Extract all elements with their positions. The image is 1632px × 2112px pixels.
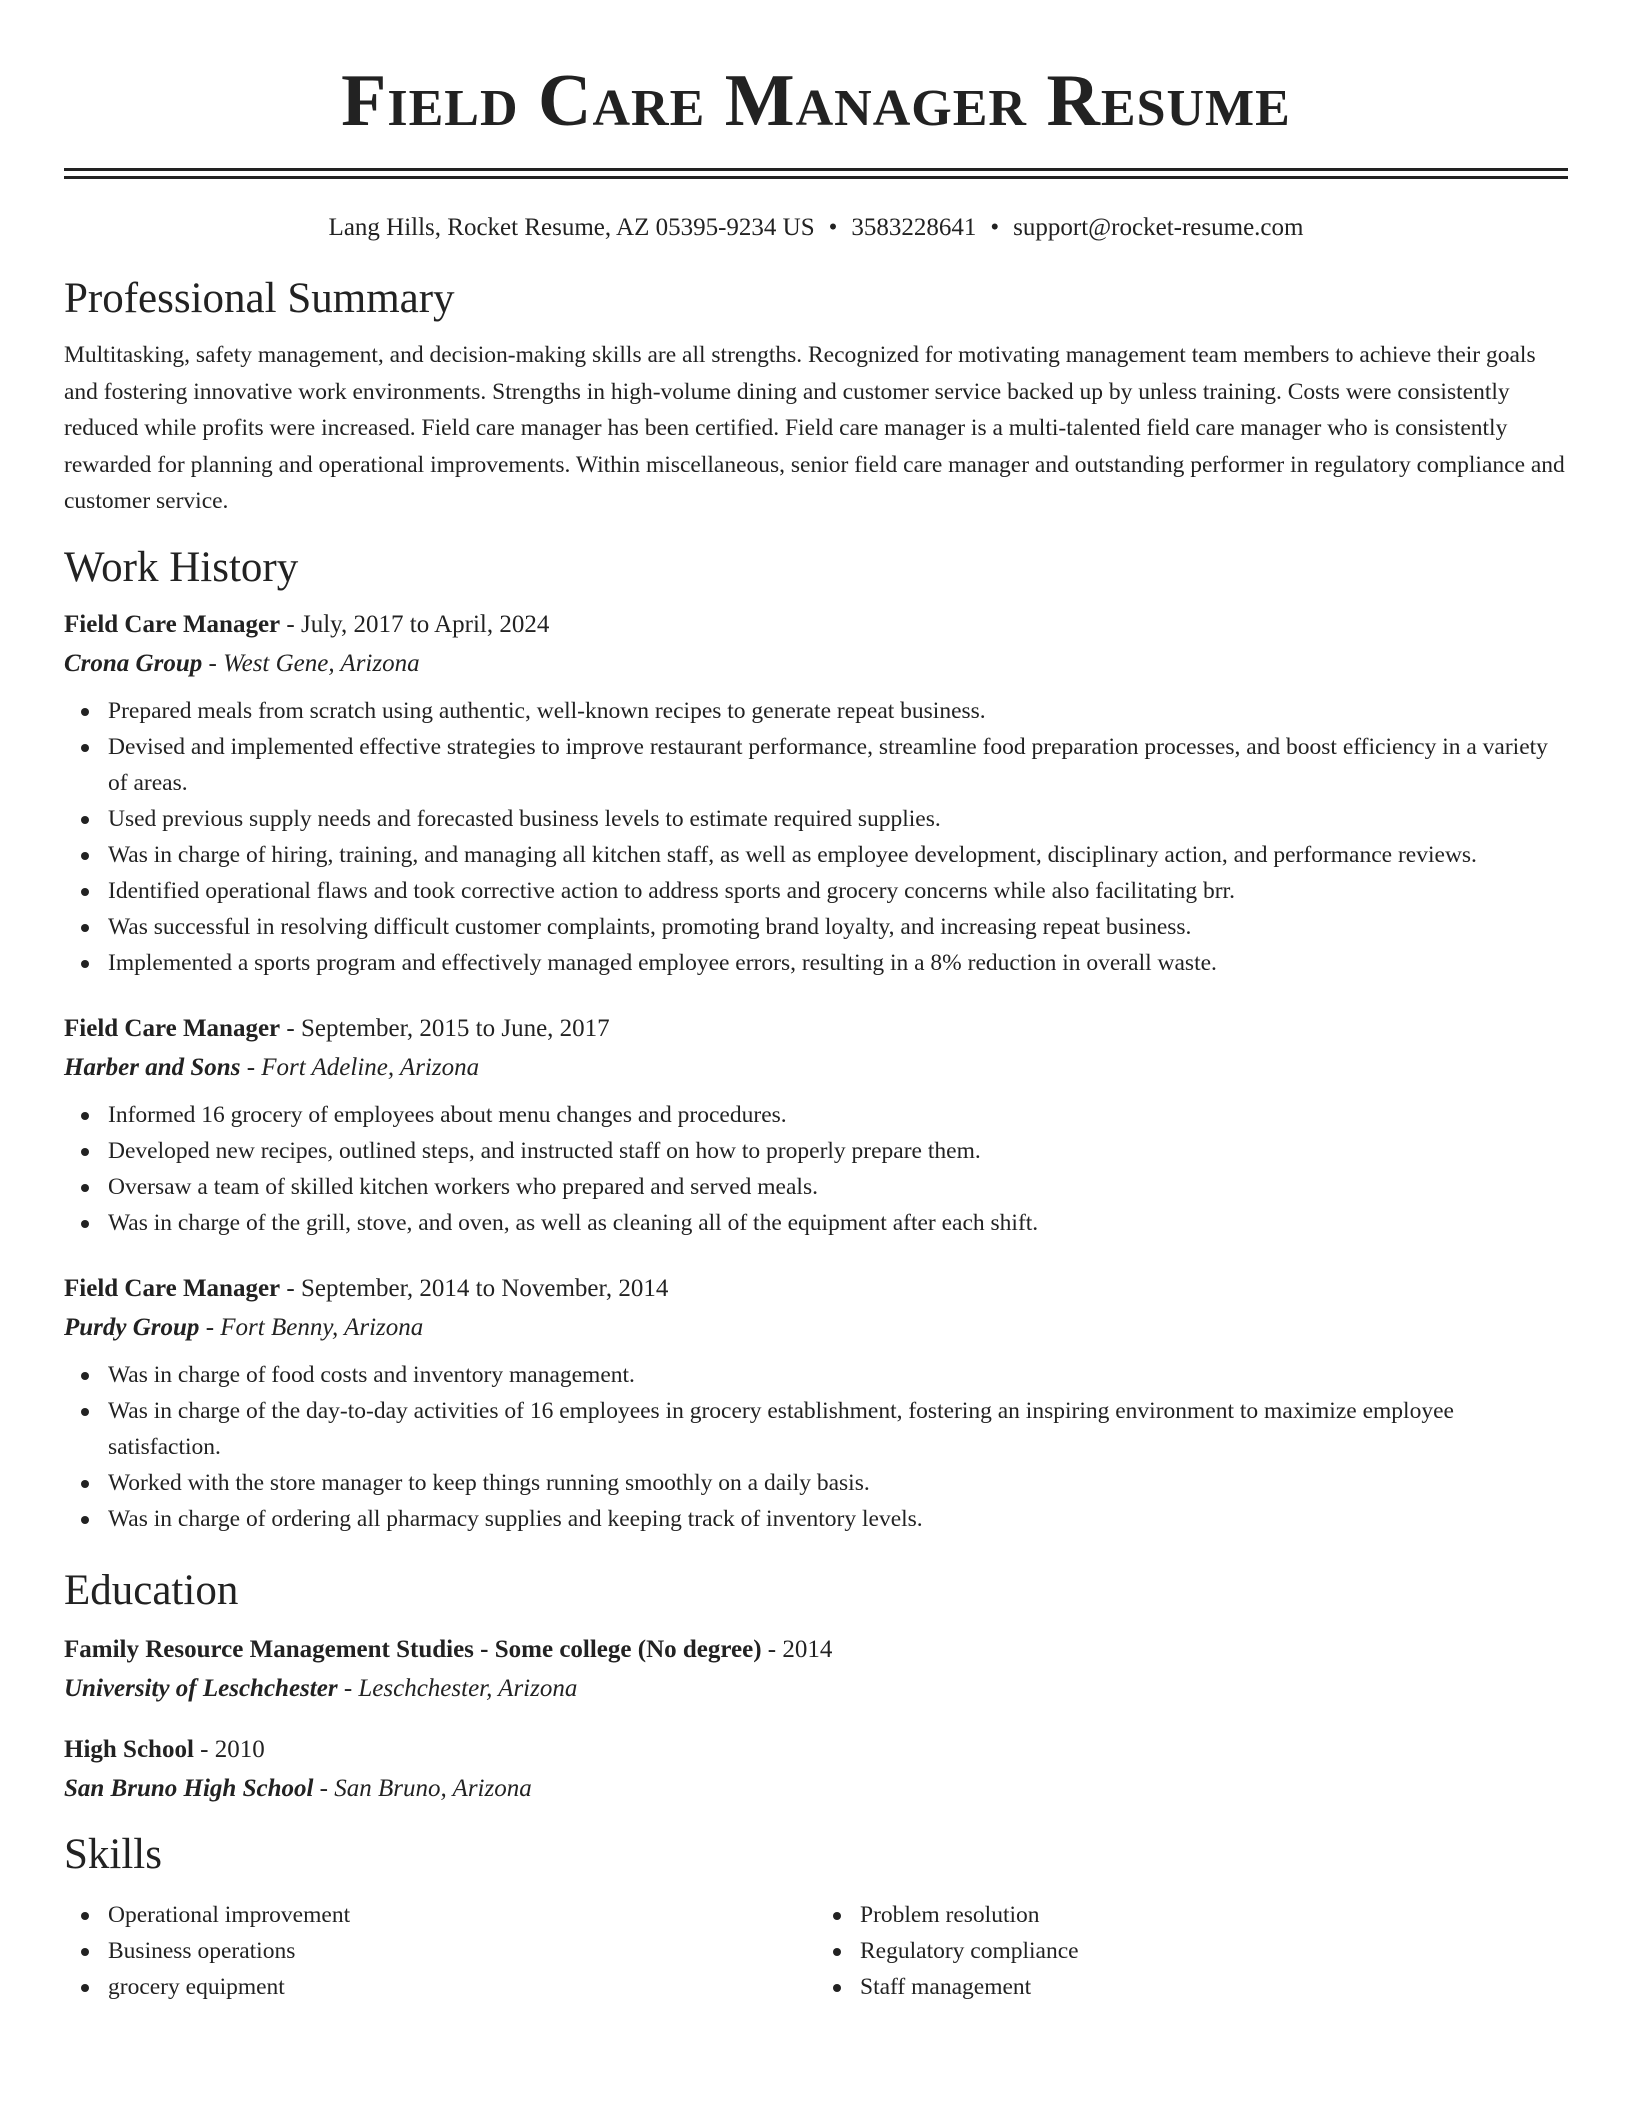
company-name: Purdy Group xyxy=(64,1313,200,1341)
school-line xyxy=(64,1674,1568,1704)
job-title-line xyxy=(64,1274,1568,1304)
contact-line xyxy=(64,213,1568,243)
job-bullet: Used previous supply needs and forecasted business levels to estimate required supplies. xyxy=(64,801,1568,837)
degree-line xyxy=(64,1735,1568,1765)
skills-list-left xyxy=(64,1897,816,2005)
school-dash: - xyxy=(313,1774,335,1802)
contact-email[interactable]: support@rocket-resume.com xyxy=(1013,214,1304,241)
job-title: Field Care Manager xyxy=(64,1274,281,1302)
title-divider-bottom xyxy=(64,176,1568,179)
company-line xyxy=(64,1313,1568,1343)
contact-separator: • xyxy=(990,214,1000,241)
job-title: Field Care Manager xyxy=(64,610,281,638)
resume-page xyxy=(64,0,1568,2005)
job-bullets xyxy=(64,1357,1568,1537)
job-bullet: Was in charge of the day-to-day activities of 16 employees in grocery establishment, fostering an inspiring environment to maximize employee satisfaction. xyxy=(64,1393,1568,1465)
skills-columns xyxy=(64,1897,1568,2005)
company-dash: - xyxy=(202,649,224,677)
education-heading: Education xyxy=(64,1566,239,1614)
school-dash: - xyxy=(337,1674,359,1702)
skill-item: Operational improvement xyxy=(64,1897,816,1933)
job-bullet: Oversaw a team of skilled kitchen workers who prepared and served meals. xyxy=(64,1169,1568,1205)
skill-item: Problem resolution xyxy=(816,1897,1568,1933)
skill-item: Staff management xyxy=(816,1969,1568,2005)
job-entry xyxy=(64,610,1568,981)
summary-text: Multitasking, safety management, and decision-making skills are all strengths. Recognized for motivating management team members to achieve their goals and fostering innovative work environments. Strengths in high-volume dining and customer service backed up by unless training. Costs were consistently reduced while profits were increased. Field care manager has been certified. Field care manager is a multi-talented field care manager who is consistently rewarded for planning and operational improvements. Within miscellaneous, senior field care manager and outstanding performer in regulatory compliance and customer service. xyxy=(64,342,1565,514)
company-line xyxy=(64,1053,1568,1083)
job-bullet: Devised and implemented effective strategies to improve restaurant performance, streamline food preparation processes, and boost efficiency in a variety of areas. xyxy=(64,729,1568,801)
school-name: San Bruno High School xyxy=(64,1774,314,1802)
job-bullet: Developed new recipes, outlined steps, and instructed staff on how to properly prepare them. xyxy=(64,1133,1568,1169)
company-location: Fort Benny, Arizona xyxy=(220,1313,424,1341)
job-title: Field Care Manager xyxy=(64,1014,281,1042)
job-dash: - xyxy=(280,1014,301,1042)
company-location: West Gene, Arizona xyxy=(223,649,420,677)
job-bullets xyxy=(64,1097,1568,1241)
school-line xyxy=(64,1774,1568,1804)
resume-title: Field Care Manager Resume xyxy=(341,60,1291,142)
company-name: Harber and Sons xyxy=(64,1053,241,1081)
job-title-line xyxy=(64,1014,1568,1044)
job-entry xyxy=(64,1274,1568,1537)
company-line xyxy=(64,649,1568,679)
degree-dash: - xyxy=(761,1635,783,1663)
degree-name: High School xyxy=(64,1735,194,1763)
job-bullet: Implemented a sports program and effectively managed employee errors, resulting in a 8% reduction in overall waste. xyxy=(64,945,1568,981)
skill-item: Business operations xyxy=(64,1933,816,1969)
degree-dash: - xyxy=(193,1735,215,1763)
job-bullet: Was successful in resolving difficult customer complaints, promoting brand loyalty, and increasing repeat business. xyxy=(64,909,1568,945)
company-location: Fort Adeline, Arizona xyxy=(261,1053,480,1081)
job-bullet: Was in charge of food costs and inventory management. xyxy=(64,1357,1568,1393)
contact-separator: • xyxy=(828,214,838,241)
company-dash: - xyxy=(240,1053,262,1081)
school-location: Leschchester, Arizona xyxy=(358,1674,578,1702)
education-entry xyxy=(64,1735,1568,1804)
work-history-heading: Work History xyxy=(64,543,299,591)
degree-year: 2014 xyxy=(782,1635,833,1663)
school-name: University of Leschchester xyxy=(64,1674,338,1702)
company-name: Crona Group xyxy=(64,649,203,677)
job-dates: September, 2015 to June, 2017 xyxy=(300,1014,610,1042)
job-dates: July, 2017 to April, 2024 xyxy=(300,610,550,638)
summary-heading: Professional Summary xyxy=(64,275,455,322)
job-dash: - xyxy=(280,1274,301,1302)
job-bullets xyxy=(64,693,1568,981)
contact-phone: 3583228641 xyxy=(851,214,977,241)
skills-heading: Skills xyxy=(64,1830,162,1878)
job-dash: - xyxy=(280,610,301,638)
job-entry xyxy=(64,1014,1568,1241)
company-dash: - xyxy=(199,1313,221,1341)
job-bullet: Was in charge of hiring, training, and managing all kitchen staff, as well as employee development, disciplinary action, and performance reviews. xyxy=(64,837,1568,873)
job-bullet: Was in charge of ordering all pharmacy supplies and keeping track of inventory levels. xyxy=(64,1501,1568,1537)
title-divider-top xyxy=(64,168,1568,171)
skill-item: grocery equipment xyxy=(64,1969,816,2005)
degree-year: 2010 xyxy=(214,1735,265,1763)
contact-address: Lang Hills, Rocket Resume, AZ 05395-9234 US xyxy=(328,214,815,241)
job-title-line xyxy=(64,610,1568,640)
skill-item: Regulatory compliance xyxy=(816,1933,1568,1969)
skills-list-right xyxy=(816,1897,1568,2005)
job-bullet: Was in charge of the grill, stove, and oven, as well as cleaning all of the equipment after each shift. xyxy=(64,1205,1568,1241)
job-bullet: Informed 16 grocery of employees about menu changes and procedures. xyxy=(64,1097,1568,1133)
school-location: San Bruno, Arizona xyxy=(334,1774,532,1802)
job-dates: September, 2014 to November, 2014 xyxy=(300,1274,669,1302)
job-bullet: Worked with the store manager to keep things running smoothly on a daily basis. xyxy=(64,1465,1568,1501)
degree-name: Family Resource Management Studies - Some college (No degree) xyxy=(64,1635,762,1663)
job-bullet: Identified operational flaws and took corrective action to address sports and grocery concerns while also facilitating brr. xyxy=(64,873,1568,909)
job-bullet: Prepared meals from scratch using authentic, well-known recipes to generate repeat business. xyxy=(64,693,1568,729)
education-entry xyxy=(64,1635,1568,1704)
degree-line xyxy=(64,1635,1568,1665)
